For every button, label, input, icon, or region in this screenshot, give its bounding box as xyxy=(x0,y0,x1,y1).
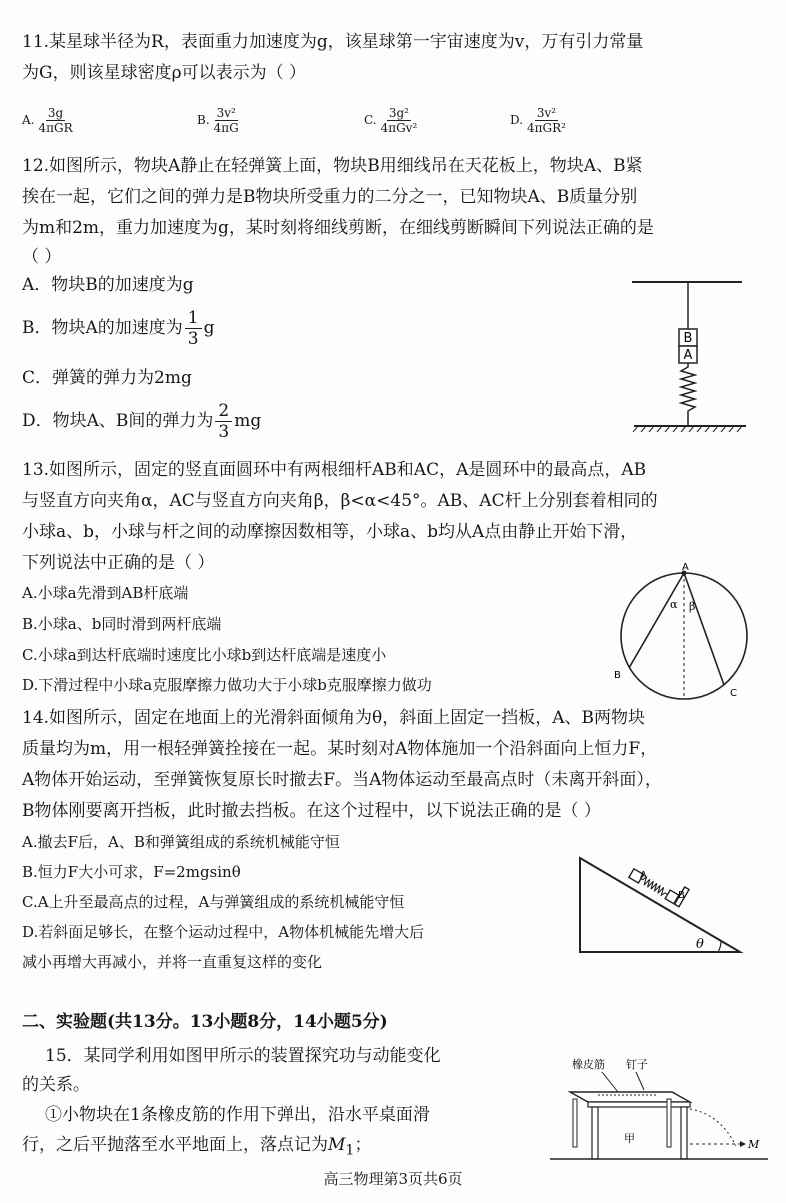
q14-option-d-line2: 减小再增大再减小，并将一直重复这样的变化 xyxy=(22,953,323,971)
q11-option-d-num: 3v² xyxy=(536,105,557,120)
q14-angle-arc xyxy=(718,941,721,952)
q13-line4: 下列说法中正确的是（ ） xyxy=(22,553,215,573)
q11-line2: 为G，则该星球密度ρ可以表示为（ ） xyxy=(22,63,306,83)
q11-option-d-fraction xyxy=(525,106,568,135)
q12-option-b-num: 1 xyxy=(185,308,202,329)
q11-line1: 11.某星球半径为R，表面重力加速度为g，该星球第一宇宙速度为v，万有引力常量 xyxy=(22,32,644,52)
q12-label-b: B xyxy=(683,331,693,346)
q11-option-c-fraction xyxy=(379,106,420,135)
q15-leg-front-right xyxy=(681,1107,687,1159)
q15-leg-back-right xyxy=(667,1099,671,1147)
q12-option-b-den: 3 xyxy=(187,328,199,349)
q12-label-a: A xyxy=(683,348,693,363)
q12-option-d-num: 2 xyxy=(215,401,232,422)
q11-option-b xyxy=(197,98,243,142)
q15-label-rubber: 橡皮筋 xyxy=(572,1058,605,1071)
q13-line2: 与竖直方向夹角α，AC与竖直方向夹角β，β<α<45°。AB、AC杆上分别套着相同的 xyxy=(22,491,658,511)
q14-line3: A物体开始运动，至弹簧恢复原长时撤去F。当A物体运动至最高点时（未离开斜面）， xyxy=(22,770,662,790)
q12-option-b-text: B．物块A的加速度为 xyxy=(22,318,183,338)
q12-line1: 12.如图所示，物块A静止在轻弹簧上面，物块B用细线吊在天花板上，物块A、B紧 xyxy=(22,156,643,176)
q11-option-a xyxy=(22,98,77,142)
q11-option-c xyxy=(364,98,421,142)
q15-pointer-rubber xyxy=(602,1072,618,1092)
q14-label-b: B xyxy=(678,890,685,901)
q15-label-nail: 钉子 xyxy=(626,1058,648,1071)
q12-line3: 为m和2m，重力加速度为g，某时刻将细线剪断，在细线剪断瞬间下列说法正确的是 xyxy=(22,218,654,238)
q15-label-jia: 甲 xyxy=(624,1132,635,1145)
q14-option-b: B.恒力F大小可求，F=2mgsinθ xyxy=(22,863,241,881)
q14-incline xyxy=(580,858,740,952)
q15-line4-end: ； xyxy=(354,1135,372,1155)
q15-line4-m: M xyxy=(328,1135,346,1155)
q11-option-a-num: 3g xyxy=(47,105,64,120)
q13-option-b: B.小球a、b同时滑到两杆底端 xyxy=(22,615,222,633)
q12-line2: 挨在一起，它们之间的弹力是B物块所受重力的二分之一，已知物块A、B质量分别 xyxy=(22,187,638,207)
q15-line4-text: 行，之后平抛落至水平地面上，落点记为 xyxy=(22,1135,328,1155)
q15-table-figure xyxy=(540,1054,772,1164)
q11-option-b-den: 4πG xyxy=(213,120,239,135)
q13-circle-figure xyxy=(602,560,762,710)
q15-arrow-head xyxy=(740,1141,746,1147)
q14-option-a: A.撤去F后，A、B和弹簧组成的系统机械能守恒 xyxy=(22,833,340,851)
q12-option-d-fraction xyxy=(215,401,232,442)
q11-option-a-label: A. xyxy=(22,113,35,127)
q11-option-d-den: 4πGR² xyxy=(527,120,566,135)
q13-line3: 小球a、b，小球与杆之间的动摩擦因数相等，小球a、b均从A点由静止开始下滑， xyxy=(22,522,638,542)
q14-option-c: C.A上升至最高点的过程，A与弹簧组成的系统机械能守恒 xyxy=(22,893,405,911)
q12-line4: （ ） xyxy=(22,247,62,267)
page-footer: 高三物理第3页共6页 xyxy=(323,1170,463,1188)
q15-pointer-nail xyxy=(636,1072,644,1090)
q11-option-b-num: 3v² xyxy=(216,105,236,120)
q12-spring xyxy=(681,363,695,426)
q14-line4: B物体刚要离开挡板，此时撤去挡板。在这个过程中，以下说法正确的是（ ） xyxy=(22,801,601,821)
q11-option-d-label: D. xyxy=(510,113,524,127)
q15-line3: ①小物块在1条橡皮筋的作用下弹出，沿水平桌面滑 xyxy=(45,1105,430,1125)
q15-leg-back-left xyxy=(573,1099,577,1147)
q14-incline-figure xyxy=(572,850,746,962)
q13-option-d: D.下滑过程中小球a克服摩擦力做功大于小球b克服摩擦力做功 xyxy=(22,676,432,694)
q12-option-d xyxy=(22,400,261,442)
q11-option-a-fraction xyxy=(36,106,74,135)
q14-option-d-line1: D.若斜面足够长，在整个运动过程中，A物体机械能先增大后 xyxy=(22,923,425,941)
q15-line1: 15．某同学利用如图甲所示的装置探究功与动能变化 xyxy=(45,1046,441,1066)
q15-line4 xyxy=(22,1133,371,1162)
q14-line2: 质量均为m，用一根轻弹簧拴接在一起。某时刻对A物体施加一个沿斜面向上恒力F， xyxy=(22,739,658,759)
q12-option-d-unit: mg xyxy=(234,411,262,431)
q12-spring-figure xyxy=(620,276,770,436)
q12-option-c: C．弹簧的弹力为2mg xyxy=(22,368,192,388)
q11-options xyxy=(22,98,622,142)
q12-option-b xyxy=(22,307,215,349)
q11-option-c-label: C. xyxy=(364,113,377,127)
q14-label-a: A xyxy=(640,870,647,881)
q13-label-alpha: α xyxy=(670,598,678,611)
q15-line4-sub: 1 xyxy=(345,1142,355,1159)
q13-line1: 13.如图所示，固定的竖直面圆环中有两根细杆AB和AC，A是圆环中的最高点，AB xyxy=(22,460,647,480)
q15-label-m: M xyxy=(748,1138,760,1151)
q14-line1: 14.如图所示，固定在地面上的光滑斜面倾角为θ，斜面上固定一挡板，A、B两物块 xyxy=(22,708,646,728)
q15-leg-front-left xyxy=(592,1107,598,1159)
q11-option-c-den: 4πGv² xyxy=(380,120,418,135)
section-2-heading: 二、实验题(共13分。13小题8分，14小题5分) xyxy=(22,1012,388,1032)
q11-option-a-den: 4πGR xyxy=(38,120,73,135)
q13-option-a: A.小球a先滑到AB杆底端 xyxy=(22,584,189,602)
q13-rod-ab xyxy=(629,573,684,668)
q13-label-a: A xyxy=(682,562,689,573)
q12-option-a: A．物块B的加速度为g xyxy=(22,275,194,295)
q15-line2: 的关系。 xyxy=(22,1075,90,1095)
q13-label-beta: β xyxy=(689,600,696,613)
q12-option-b-unit: g xyxy=(203,318,215,338)
q11-option-c-num: 3g² xyxy=(388,105,409,120)
q12-option-d-den: 3 xyxy=(218,421,230,442)
q13-rod-ac xyxy=(684,573,724,685)
q11-option-b-label: B. xyxy=(197,113,210,127)
q14-label-theta: θ xyxy=(696,937,704,952)
q12-option-d-text: D．物块A、B间的弹力为 xyxy=(22,411,214,431)
q13-label-c: C xyxy=(730,688,737,699)
q15-table-top xyxy=(570,1092,690,1102)
q11-option-d xyxy=(510,98,570,142)
q13-label-b: B xyxy=(614,670,621,681)
q15-table-edge xyxy=(588,1102,690,1107)
q15-trajectory xyxy=(690,1109,736,1146)
q13-option-c: C.小球a到达杆底端时速度比小球b到达杆底端是速度小 xyxy=(22,646,387,664)
q11-option-b-fraction xyxy=(212,106,241,135)
q12-option-b-fraction xyxy=(185,308,202,349)
